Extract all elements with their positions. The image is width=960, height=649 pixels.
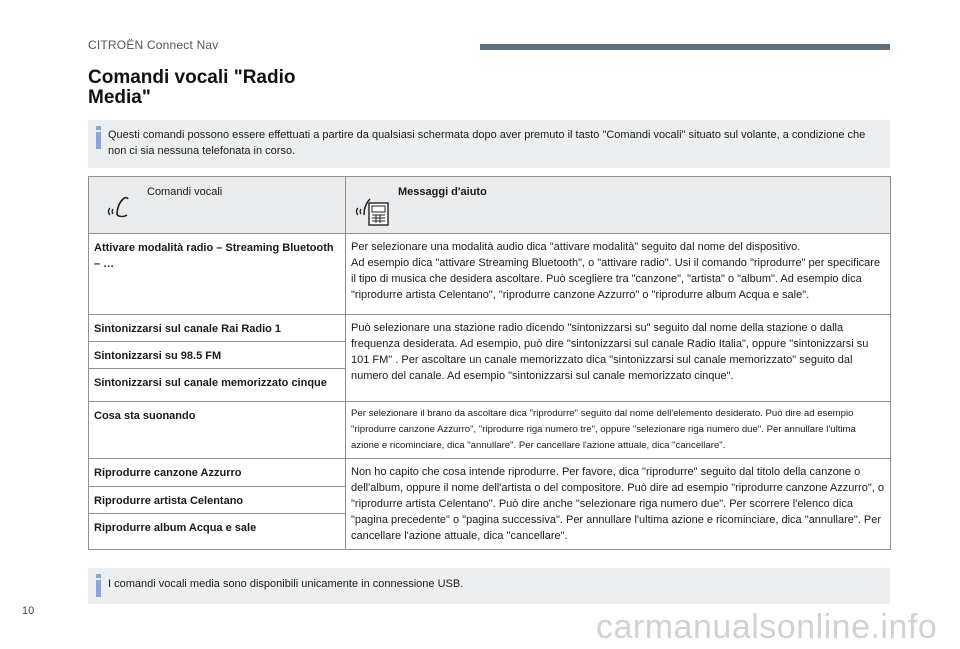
info-note-top [88, 120, 890, 168]
response-cell [346, 459, 891, 550]
command-text: Riprodurre artista Celentano [94, 494, 244, 507]
header-cell-help [346, 177, 891, 234]
page-title: Comandi vocali "Radio Media" [88, 67, 296, 108]
info-note-bottom [88, 568, 890, 604]
help-message-icon [354, 189, 392, 229]
voice-commands-table [88, 176, 891, 550]
command-cell [89, 402, 346, 459]
header-brand: CITROËN Connect Nav [88, 38, 219, 52]
info-icon [93, 574, 105, 598]
command-text: Riprodurre canzone Azzurro [94, 467, 242, 479]
response-cell [346, 402, 891, 459]
command-text: Sintonizzarsi sul canale memorizzato cinque [94, 377, 327, 389]
page-number: 10 [22, 605, 35, 617]
response-text: Per selezionare il brano da ascoltare dica "riprodurre" seguito dal nome dell'elemento desiderato. Può dire ad esempio "riprodurre canzone Azzurro", "riprodurre riga numero tre", oppure "selezionare riga numero due". Per annullare l'ultima azione e ricominciare, dica "annullare". Per cancellare l'azione attuale, dica "cancellare". [351, 408, 856, 451]
header-label-commands: Comandi vocali [147, 186, 223, 198]
info-note-text: I comandi vocali media sono disponibili unicamente in connessione USB. [108, 578, 464, 590]
response-text: Può selezionare una stazione radio dicendo "sintonizzarsi su" seguito dal nome della stazione o dalla frequenza desiderata. Ad esempio, può dire "sintonizzarsi sul canale Radio Italia", oppure "sintonizzarsi su 101 FM" . Per ascoltare un canale memorizzato dica "sintonizzarsi sul canale memorizzato" seguito dal numero del canale. Ad esempio "sintonizzarsi sul canale memorizzato cinque". [351, 322, 869, 382]
table-header-row [89, 177, 891, 234]
voice-command-icon [103, 191, 137, 225]
command-cell [89, 459, 346, 487]
command-cell [89, 342, 346, 369]
response-text: Non ho capito che cosa intende riprodurre. Per favore, dica "riprodurre" seguito dal titolo della canzone o dell'album, oppure il nome dell'artista o del compositore. Può dire ad esempio "riprodurre canzone Azzurro", o "riprodurre artista Celentano". Può dire anche "selezionare riga numero due". Per scorrere l'elenco dica "pagina precedente" o "pagina successiva". Per annullare l'ultima azione e ricominciare, dica "annullare". Per cancellare l'azione attuale, dica "cancellare". [351, 466, 884, 542]
command-cell [89, 514, 346, 550]
command-cell [89, 234, 346, 315]
command-text: Sintonizzarsi sul canale Rai Radio 1 [94, 323, 282, 335]
info-note-text: Questi comandi possono essere effettuati a partire da qualsiasi schermata dopo aver premuto il tasto "Comandi vocali" situato sul volante, a condizione che non ci sia nessuna telefonata in corso. [108, 129, 866, 157]
command-cell [89, 315, 346, 342]
command-text: Riprodurre album Acqua e sale [94, 522, 257, 535]
watermark-text: carmanualsonline.info [596, 608, 938, 646]
table-row [89, 459, 891, 487]
table-row [89, 315, 891, 342]
header-accent-bar [480, 44, 890, 50]
command-cell [89, 369, 346, 402]
command-cell [89, 486, 346, 514]
table-row [89, 234, 891, 315]
command-text: Cosa sta suonando [94, 410, 196, 422]
command-text: Sintonizzarsi su 98.5 FM [94, 350, 222, 362]
command-text: Attivare modalità radio – Streaming Bluetooth – … [94, 242, 334, 270]
table-row [89, 402, 891, 459]
response-text: Per selezionare una modalità audio dica "attivare modalità" seguito dal nome del dispositivo. Ad esempio dica "attivare Streaming Bluetooth", o "attivare radio". Usi il comando "riprodurre" per specificare il tipo di musica che desidera ascoltare. Può scegliere tra "canzone", "artista" o "album". Ad esempio dica "riprodurre artista Celentano", "riprodurre canzone Azzurro" o "riprodurre album Acqua e sale". [351, 241, 881, 301]
info-icon [93, 126, 105, 150]
header-label-help: Messaggi d'aiuto [398, 186, 487, 198]
response-cell [346, 234, 891, 315]
header-cell-commands [89, 177, 346, 234]
response-cell [346, 315, 891, 402]
